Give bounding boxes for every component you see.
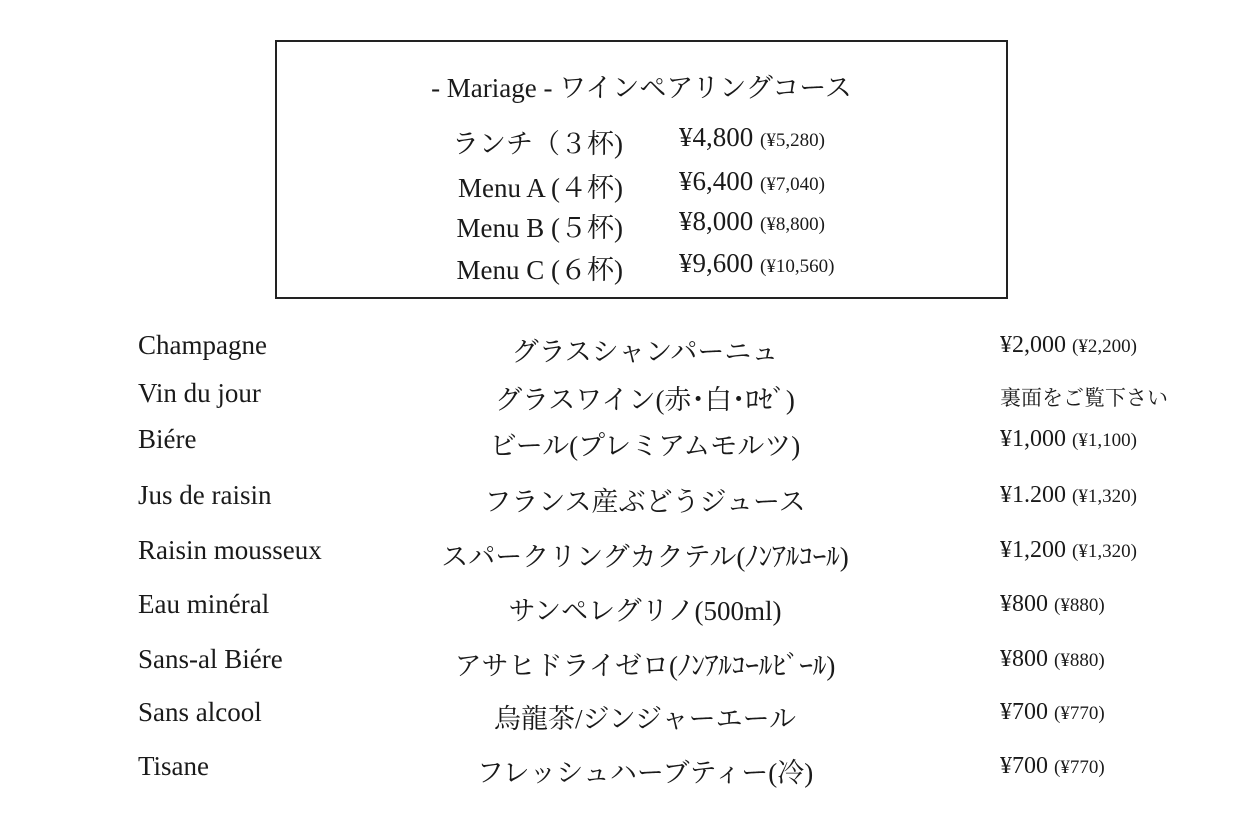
item-price-tax: (¥1,100): [1072, 430, 1137, 451]
pairing-price: [679, 166, 825, 197]
item-price: [1000, 591, 1105, 618]
item-french-name: Sans alcool: [138, 697, 262, 727]
item-price-value: ¥1.200: [1000, 482, 1066, 508]
item-japanese-name: グラスシャンパーニュ: [511, 337, 779, 367]
pairing-price: [679, 206, 825, 237]
pairing-price: [679, 248, 834, 279]
pairing-price-value: ¥6,400: [679, 166, 754, 196]
item-price-value: ¥800: [1000, 591, 1048, 617]
item-price-tax: (¥770): [1054, 703, 1105, 724]
item-price-value: ¥1,000: [1000, 426, 1066, 452]
item-french-name: Raisin mousseux: [138, 535, 322, 565]
list-item: [0, 424, 1248, 464]
item-japanese-name: アサヒドライゼロ(ﾉﾝｱﾙｺｰﾙﾋﾞｰﾙ): [454, 651, 836, 681]
item-japanese-name: グラスワイン(赤･白･ﾛｾﾞ): [495, 385, 795, 415]
item-japanese-name: ビール(プレミアムモルツ): [489, 431, 801, 461]
item-french-name: Biére: [138, 424, 197, 454]
item-price-value: ¥1,200: [1000, 537, 1066, 563]
item-french-name: Tisane: [138, 751, 210, 781]
item-price-value: ¥700: [1000, 699, 1048, 725]
item-price: [1000, 753, 1105, 780]
pairing-row-menu-c: [277, 248, 1006, 288]
item-price-value: ¥700: [1000, 753, 1048, 779]
item-japanese-name: フレッシュハーブティー(冷): [476, 758, 814, 788]
pairing-price-tax: (¥10,560): [760, 256, 835, 277]
item-price-note: 裏面をご覧下さい: [1000, 386, 1168, 410]
item-price: [1000, 699, 1105, 726]
list-item: [0, 644, 1248, 684]
wine-pairing-box: [275, 40, 1008, 299]
pairing-price-value: ¥4,800: [679, 122, 754, 152]
pairing-name: Menu B (５杯): [456, 213, 623, 243]
item-french-name: Champagne: [138, 330, 267, 360]
item-japanese-name: スパークリングカクテル(ﾉﾝｱﾙｺｰﾙ): [441, 542, 849, 572]
pairing-row-lunch: [277, 122, 1006, 162]
item-price-value: ¥2,000: [1000, 332, 1066, 358]
item-french-name: Jus de raisin: [138, 480, 272, 510]
item-price-tax: (¥2,200): [1072, 336, 1137, 357]
item-price-tax: (¥770): [1054, 757, 1105, 778]
item-french-name: Eau minéral: [138, 589, 270, 619]
item-price: [1000, 382, 1168, 412]
list-item: [0, 697, 1248, 737]
list-item: [0, 378, 1248, 418]
item-french-name: Sans-al Biére: [138, 644, 283, 674]
pairing-title: - Mariage - ワインペアリングコース: [431, 73, 852, 103]
pairing-price-value: ¥9,600: [679, 248, 754, 278]
item-price-tax: (¥880): [1054, 650, 1105, 671]
item-french-name: Vin du jour: [138, 378, 261, 408]
pairing-price-tax: (¥7,040): [760, 174, 825, 195]
item-price: [1000, 332, 1137, 359]
item-price-tax: (¥880): [1054, 595, 1105, 616]
item-price-value: ¥800: [1000, 646, 1048, 672]
pairing-row-menu-b: [277, 206, 1006, 246]
item-price: [1000, 482, 1137, 509]
item-price: [1000, 537, 1137, 564]
pairing-price: [679, 122, 825, 153]
pairing-name: ランチ（３杯): [452, 129, 623, 159]
list-item: [0, 330, 1248, 370]
item-price-tax: (¥1,320): [1072, 541, 1137, 562]
pairing-price-value: ¥8,000: [679, 206, 754, 236]
pairing-price-tax: (¥5,280): [760, 130, 825, 151]
item-price: [1000, 646, 1105, 673]
item-price-tax: (¥1,320): [1072, 486, 1137, 507]
list-item: [0, 589, 1248, 629]
pairing-name: Menu A (４杯): [458, 173, 623, 203]
item-japanese-name: サンペレグリノ(500ml): [508, 596, 782, 626]
list-item: [0, 535, 1248, 575]
pairing-name: Menu C (６杯): [456, 255, 623, 285]
item-japanese-name: フランス産ぶどうジュース: [484, 487, 806, 517]
item-japanese-name: 烏龍茶/ジンジャーエール: [493, 704, 797, 734]
pairing-row-menu-a: [277, 166, 1006, 206]
pairing-price-tax: (¥8,800): [760, 214, 825, 235]
list-item: [0, 480, 1248, 520]
list-item: [0, 751, 1248, 791]
item-price: [1000, 426, 1137, 453]
